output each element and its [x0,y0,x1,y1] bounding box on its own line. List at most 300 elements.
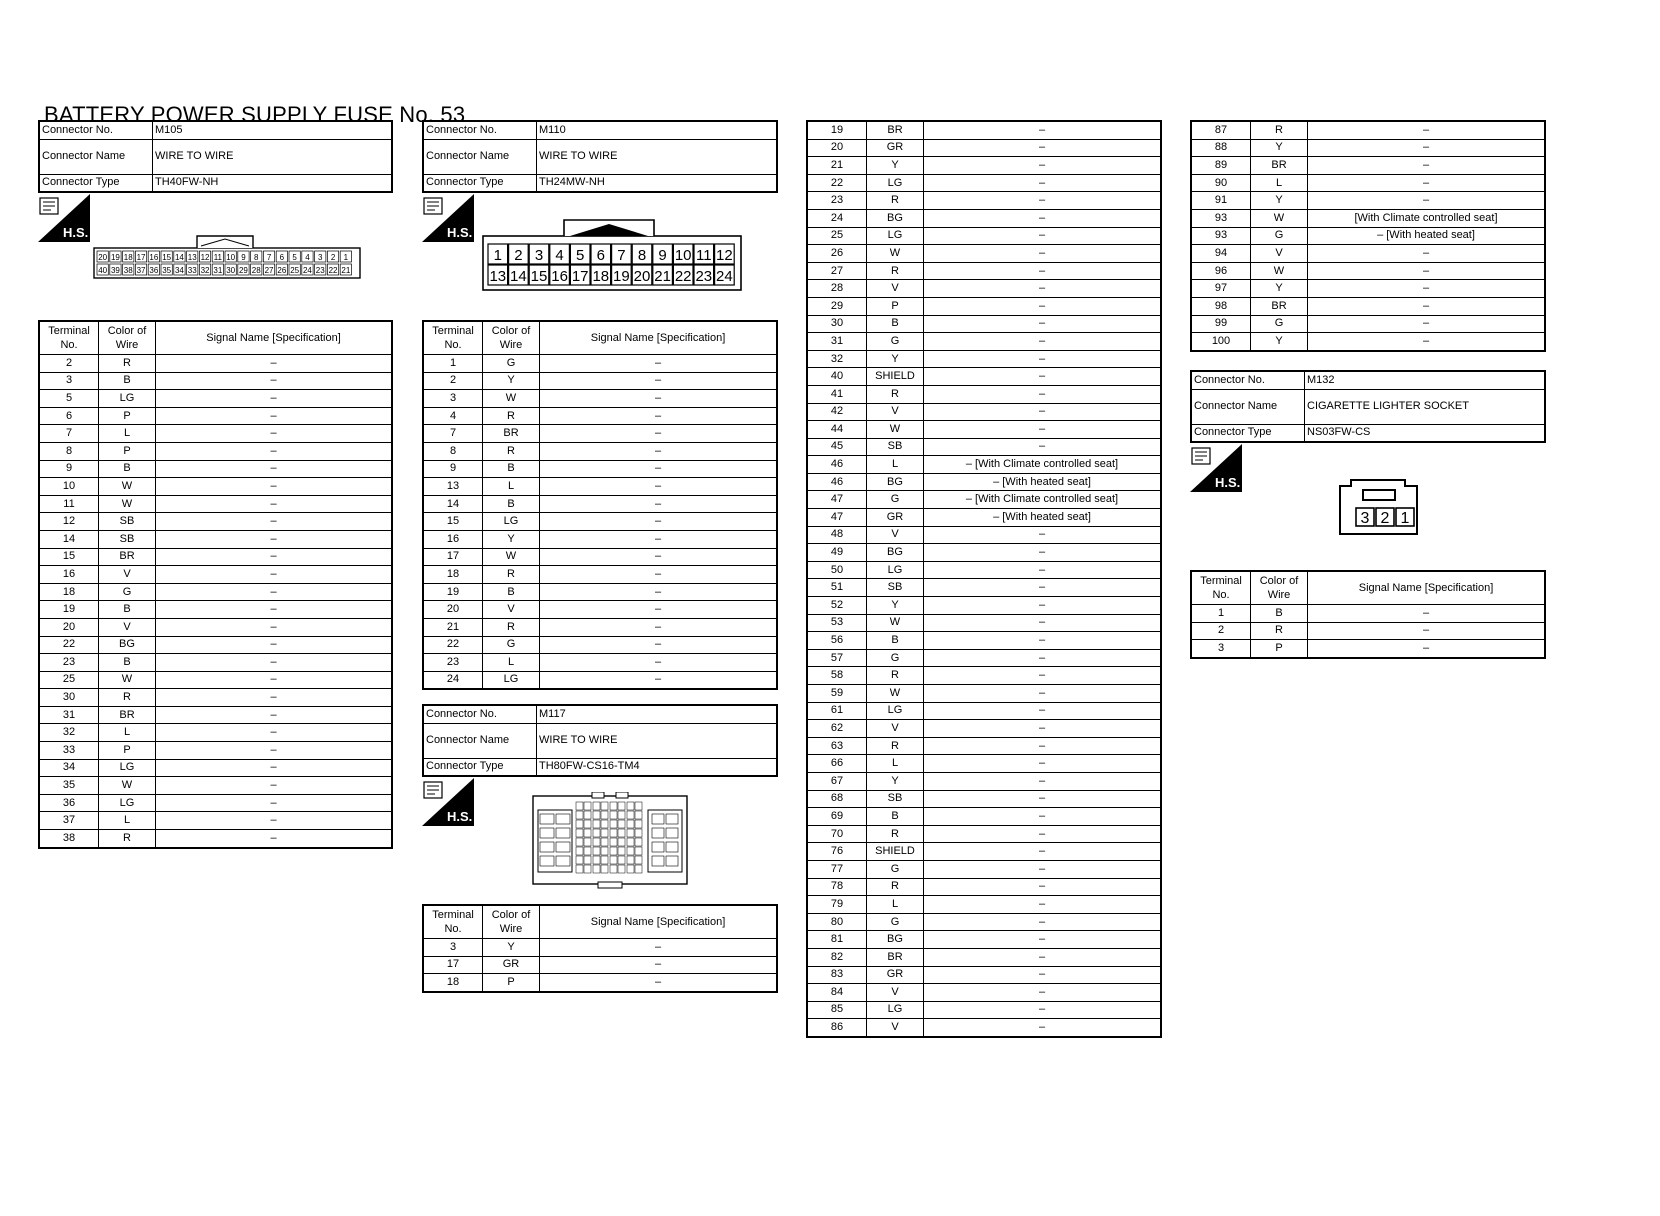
terminal-no-cell: 46 [807,456,867,474]
wire-color-cell: B [867,808,924,826]
pin-number: 31 [213,266,223,275]
terminal-table-m132-wrap [1190,570,1546,659]
signal-name-cell: – [156,706,393,724]
signal-name-cell: – [156,583,393,601]
terminal-no-cell: 45 [807,438,867,456]
table-row [39,372,392,390]
terminal-no-cell: 23 [423,654,483,672]
wire-color-cell: LG [483,513,540,531]
wire-color-cell: R [99,355,156,373]
wire-color-cell: B [1251,605,1308,623]
table-row [423,618,777,636]
table-row [39,548,392,566]
signal-name-cell: – [540,583,778,601]
table-row [39,689,392,707]
connector-info-table [422,704,778,777]
table-row [807,385,1161,403]
wire-color-cell: Y [867,597,924,615]
pin-number: 11 [213,253,223,262]
wire-color-cell: P [483,974,540,992]
pin-number: 2 [1380,510,1390,527]
signal-name-cell: – [1308,245,1546,263]
table-row [39,442,392,460]
signal-name-cell: – [924,526,1162,544]
signal-name-cell: – [156,390,393,408]
signal-name-cell: – [924,737,1162,755]
signal-name-cell: – [924,860,1162,878]
pin-number: 39 [110,266,120,275]
wire-color-cell: W [483,548,540,566]
pin-number: 36 [149,266,159,275]
table-row [1191,622,1545,640]
table-row [807,456,1161,474]
terminal-no-cell: 7 [423,425,483,443]
signal-name-cell: – [540,407,778,425]
connector-name-value: WIRE TO WIRE [537,139,778,174]
wire-color-cell: B [99,601,156,619]
wire-color-cell: SB [99,530,156,548]
pin-number: 16 [149,253,159,262]
pin-number: 18 [592,268,610,285]
connector-type-label: Connector Type [1191,424,1305,442]
table-row [1191,227,1545,245]
signal-name-cell: – [156,636,393,654]
terminal-no-header: Terminal No. [423,321,483,355]
signal-name-cell: – [924,227,1162,245]
signal-name-cell: – [540,654,778,672]
wire-color-cell: BR [867,948,924,966]
table-row [423,956,777,974]
wire-color-cell: SB [867,579,924,597]
pin-number: 12 [716,247,733,264]
signal-name-cell: – [540,618,778,636]
connector-m117-face [532,792,688,895]
terminal-no-cell: 86 [807,1019,867,1037]
signal-name-cell: – [924,597,1162,615]
terminal-table-m132 [1190,570,1546,659]
terminal-no-cell: 11 [39,495,99,513]
table-row [39,495,392,513]
wire-color-cell: LG [99,794,156,812]
terminal-no-cell: 49 [807,544,867,562]
wire-color-cell: L [99,724,156,742]
hs-icon [422,194,474,247]
terminal-no-cell: 90 [1191,174,1251,192]
signal-name-cell: – [924,720,1162,738]
wire-color-cell: V [483,601,540,619]
connector-m117 [422,704,778,777]
terminal-no-cell: 23 [807,192,867,210]
wire-color-cell: SB [867,790,924,808]
table-row [807,421,1161,439]
connector-name-value: WIRE TO WIRE [537,723,778,758]
table-row [423,671,777,689]
table-row [807,579,1161,597]
connector-m105 [38,120,393,193]
table-row [807,368,1161,386]
pin-number: 12 [200,253,210,262]
pin-number: 2 [514,247,523,264]
wire-color-cell: LG [867,227,924,245]
terminal-no-cell: 30 [807,315,867,333]
terminal-no-cell: 18 [423,974,483,992]
signal-header: Signal Name [Specification] [540,321,778,355]
table-row [423,355,777,373]
table-row [1191,157,1545,175]
terminal-no-cell: 47 [807,491,867,509]
terminal-no-cell: 94 [1191,245,1251,263]
table-row [1191,640,1545,658]
signal-name-cell: – [156,425,393,443]
terminal-no-cell: 19 [423,583,483,601]
pin-number: 40 [98,266,108,275]
terminal-no-cell: 93 [1191,227,1251,245]
table-row [423,939,777,957]
table-row [423,566,777,584]
table-row [39,390,392,408]
connector-name-label: Connector Name [39,139,153,174]
wire-color-cell: L [1251,174,1308,192]
signal-name-cell: – [924,614,1162,632]
signal-name-cell: – [924,333,1162,351]
table-row [807,227,1161,245]
signal-name-cell: – [156,777,393,795]
signal-header: Signal Name [Specification] [1308,571,1546,605]
connector-name-value: CIGARETTE LIGHTER SOCKET [1305,389,1546,424]
wire-color-cell: B [99,654,156,672]
terminal-no-cell: 8 [39,442,99,460]
signal-name-cell: – [540,442,778,460]
pin-number: 14 [174,253,184,262]
terminal-no-cell: 31 [807,333,867,351]
wire-color-cell: LG [867,702,924,720]
wire-color-cell: V [867,984,924,1002]
pin-number: 4 [305,253,310,262]
pin-number: 10 [674,247,692,264]
table-row [39,706,392,724]
table-row [39,478,392,496]
table-row [807,403,1161,421]
wire-color-cell: G [867,333,924,351]
terminal-no-cell: 23 [39,654,99,672]
table-row [807,280,1161,298]
color-header: Color of Wire [483,905,540,939]
terminal-no-cell: 22 [423,636,483,654]
signal-name-cell: – [924,209,1162,227]
terminal-table-m110 [422,320,778,690]
table-row [807,139,1161,157]
terminal-no-cell: 28 [807,280,867,298]
signal-header: Signal Name [Specification] [156,321,393,355]
pin-number: 19 [110,253,120,262]
pin-number: 20 [633,268,651,285]
signal-name-cell: – [924,702,1162,720]
terminal-no-cell: 2 [423,372,483,390]
connector-m132 [1190,370,1546,443]
signal-name-cell: – [540,513,778,531]
signal-name-cell: – [540,495,778,513]
pin-number: 30 [226,266,236,275]
table-row [807,984,1161,1002]
terminal-no-cell: 8 [423,442,483,460]
table-row [807,931,1161,949]
connector-m132-face [1339,478,1419,541]
wire-color-cell: Y [1251,280,1308,298]
pin-number: 21 [341,266,351,275]
connector-no-label: Connector No. [1191,371,1305,389]
signal-name-cell: – [156,654,393,672]
wire-color-cell: V [1251,245,1308,263]
terminal-table-m117-cont-wrap [806,120,1162,1038]
signal-name-cell: – [With Climate controlled seat] [924,456,1162,474]
terminal-no-cell: 2 [1191,622,1251,640]
wire-color-cell: SB [867,438,924,456]
connector-no-value: M132 [1305,371,1546,389]
signal-name-cell: – [With heated seat] [924,473,1162,491]
wire-color-cell: G [1251,315,1308,333]
hs-icon [422,778,474,831]
terminal-no-cell: 70 [807,825,867,843]
wire-color-cell: P [99,442,156,460]
wire-color-cell: P [99,742,156,760]
connector-info-table [1190,370,1546,443]
signal-header: Signal Name [Specification] [540,905,778,939]
signal-name-cell: – [924,385,1162,403]
terminal-no-cell: 37 [39,812,99,830]
terminal-no-cell: 85 [807,1001,867,1019]
pin-number: 4 [555,247,564,264]
wire-color-cell: LG [483,671,540,689]
terminal-no-cell: 32 [39,724,99,742]
terminal-table-m117 [422,904,778,993]
terminal-no-cell: 59 [807,685,867,703]
terminal-no-cell: 68 [807,790,867,808]
signal-name-cell: – [156,618,393,636]
table-row [807,491,1161,509]
table-row [1191,280,1545,298]
pin-number: 37 [136,266,146,275]
table-row [423,460,777,478]
pin-number: 9 [241,253,246,262]
terminal-no-cell: 18 [423,566,483,584]
pin-number: 7 [266,253,272,262]
pin-number: 22 [328,266,338,275]
table-row [423,425,777,443]
table-row [39,724,392,742]
terminal-no-cell: 67 [807,772,867,790]
terminal-no-cell: 58 [807,667,867,685]
connector-info-table [38,120,393,193]
terminal-no-cell: 53 [807,614,867,632]
terminal-no-cell: 20 [423,601,483,619]
wire-color-cell: W [1251,262,1308,280]
terminal-table-m117-continued-2 [1190,120,1546,352]
terminal-table-m105-wrap [38,320,393,849]
connector-name-value: WIRE TO WIRE [153,139,393,174]
pin-number: 28 [251,266,261,275]
table-row [1191,297,1545,315]
wire-color-cell: R [1251,121,1308,139]
pin-number: 8 [254,253,259,262]
terminal-no-cell: 77 [807,860,867,878]
connector-no-value: M117 [537,705,778,723]
terminal-no-cell: 14 [423,495,483,513]
wire-color-cell: Y [867,350,924,368]
signal-name-cell: – [924,350,1162,368]
signal-name-cell: – [540,372,778,390]
signal-name-cell: – [With Climate controlled seat] [924,491,1162,509]
svg-text:H.S.: H.S. [447,225,473,240]
connector-name-label: Connector Name [423,139,537,174]
signal-name-cell: – [924,579,1162,597]
signal-name-cell: – [924,843,1162,861]
wire-color-cell: G [99,583,156,601]
table-row [39,794,392,812]
signal-name-cell: – [1308,139,1546,157]
pin-number: 6 [596,247,605,264]
pin-number: 18 [123,253,133,262]
terminal-no-cell: 26 [807,245,867,263]
wire-color-cell: LG [99,759,156,777]
terminal-table-m117-continued [806,120,1162,1038]
table-row [1191,245,1545,263]
wire-color-cell: BG [99,636,156,654]
signal-name-cell: – [156,794,393,812]
table-row [39,355,392,373]
table-row [807,315,1161,333]
signal-name-cell: – [924,280,1162,298]
wire-color-cell: G [483,636,540,654]
terminal-no-cell: 44 [807,421,867,439]
terminal-no-header: Terminal No. [423,905,483,939]
pin-number: 9 [658,247,667,264]
wire-color-cell: B [483,495,540,513]
terminal-no-cell: 50 [807,561,867,579]
terminal-no-cell: 93 [1191,209,1251,227]
signal-name-cell: – [156,689,393,707]
table-row [1191,333,1545,351]
pin-number: 7 [617,247,626,264]
terminal-no-cell: 47 [807,509,867,527]
signal-name-cell: – [540,636,778,654]
signal-name-cell: – [924,808,1162,826]
signal-name-cell: – [156,830,393,848]
svg-text:H.S.: H.S. [63,225,89,240]
terminal-no-cell: 79 [807,896,867,914]
terminal-no-cell: 99 [1191,315,1251,333]
terminal-no-cell: 84 [807,984,867,1002]
pin-number: 33 [187,266,197,275]
table-row [39,654,392,672]
terminal-no-cell: 89 [1191,157,1251,175]
wire-color-cell: L [99,812,156,830]
signal-name-cell: [With Climate controlled seat] [1308,209,1546,227]
table-row [807,896,1161,914]
terminal-no-cell: 66 [807,755,867,773]
signal-name-cell: – [924,632,1162,650]
wire-color-cell: R [1251,622,1308,640]
connector-no-label: Connector No. [39,121,153,139]
pin-number: 21 [654,268,671,285]
connector-type-value: TH40FW-NH [153,174,393,192]
wire-color-cell: R [99,689,156,707]
terminal-no-cell: 33 [39,742,99,760]
table-row [39,777,392,795]
terminal-table-m117-wrap [422,904,778,993]
wire-color-cell: BG [867,209,924,227]
table-row [807,245,1161,263]
terminal-no-cell: 48 [807,526,867,544]
table-row [807,157,1161,175]
terminal-no-cell: 35 [39,777,99,795]
wire-color-cell: G [867,491,924,509]
wire-color-cell: L [483,478,540,496]
table-row [807,438,1161,456]
signal-name-cell: – [924,262,1162,280]
signal-name-cell: – [924,948,1162,966]
table-row [1191,605,1545,623]
wire-color-cell: LG [867,1001,924,1019]
wire-color-cell: W [99,777,156,795]
wire-color-cell: W [867,421,924,439]
wire-color-cell: W [99,671,156,689]
pin-number: 8 [637,247,647,264]
terminal-no-cell: 20 [807,139,867,157]
pin-number: 1 [1400,510,1410,527]
table-row [807,526,1161,544]
wire-color-cell: Y [483,939,540,957]
wire-color-cell: G [1251,227,1308,245]
signal-name-cell: – [924,297,1162,315]
terminal-no-cell: 16 [423,530,483,548]
terminal-no-cell: 83 [807,966,867,984]
table-row [39,513,392,531]
signal-name-cell: – [1308,174,1546,192]
signal-name-cell: – [156,530,393,548]
pin-number: 24 [302,266,312,275]
table-row [807,209,1161,227]
svg-text:H.S.: H.S. [1215,475,1241,490]
terminal-no-cell: 5 [39,390,99,408]
terminal-no-cell: 61 [807,702,867,720]
table-row [423,530,777,548]
terminal-no-header: Terminal No. [1191,571,1251,605]
terminal-table-m110-wrap [422,320,778,690]
pin-number: 29 [238,266,248,275]
signal-name-cell: – [924,913,1162,931]
wire-color-cell: B [99,460,156,478]
terminal-no-header: Terminal No. [39,321,99,355]
terminal-no-cell: 51 [807,579,867,597]
table-row [807,174,1161,192]
table-row [423,974,777,992]
terminal-no-cell: 34 [39,759,99,777]
table-row [807,966,1161,984]
table-row [1191,192,1545,210]
terminal-no-cell: 14 [39,530,99,548]
wire-color-cell: W [867,245,924,263]
wire-color-cell: BG [867,544,924,562]
terminal-no-cell: 6 [39,407,99,425]
signal-name-cell: – [924,772,1162,790]
wire-color-cell: SHIELD [867,368,924,386]
signal-name-cell: – [With heated seat] [924,509,1162,527]
table-row [39,601,392,619]
terminal-no-cell: 38 [39,830,99,848]
signal-name-cell: – [540,671,778,689]
terminal-no-cell: 63 [807,737,867,755]
table-row [807,297,1161,315]
